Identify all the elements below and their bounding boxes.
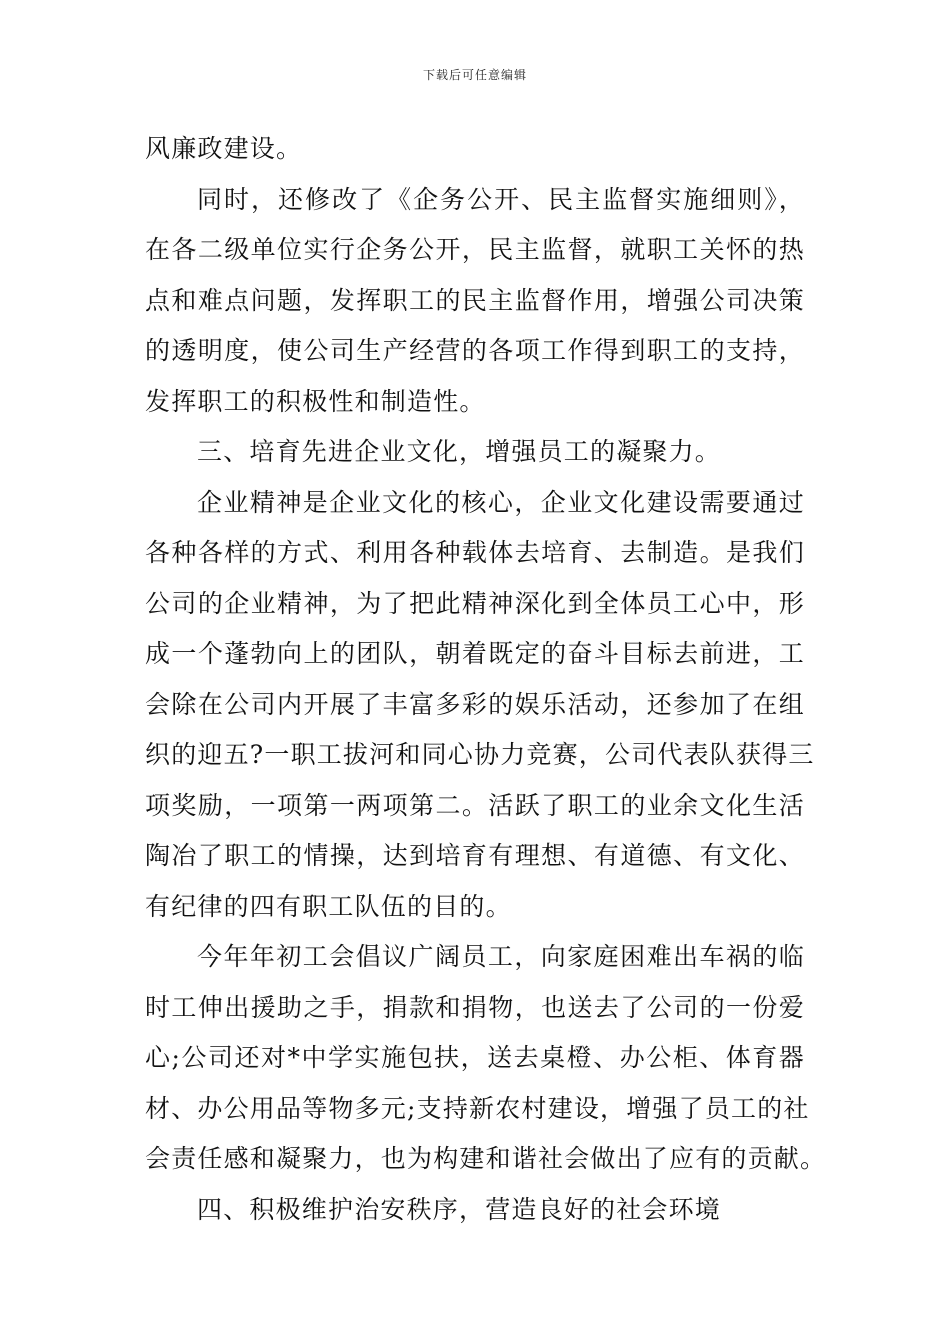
text-line: 同时，还修改了《企务公开、民主监督实施细则》， — [197, 184, 805, 214]
text-line: 陶冶了职工的情操，达到培育有理想、有道德、有文化、 — [145, 841, 805, 870]
text-line: 在各二级单位实行企务公开，民主监督，就职工关怀的热 — [145, 235, 805, 264]
page-header: 下载后可任意编辑 — [422, 68, 527, 82]
text-line: 各种各样的方式、利用各种载体去培育、去制造。是我们 — [145, 538, 805, 567]
section-heading: 三、培育先进企业文化，增强员工的凝聚力。 — [197, 437, 722, 466]
text-line: 有纪律的四有职工队伍的目的。 — [145, 891, 512, 921]
text-line: 时工伸出援助之手，捐款和捐物，也送去了公司的一份爱 — [145, 992, 805, 1022]
text-line: 今年年初工会倡议广阔员工，向家庭困难出车祸的临 — [197, 942, 805, 971]
text-line: 材、办公用品等物多元;支持新农村建设，增强了员工的社 — [145, 1093, 810, 1123]
text-line: 项奖励，一项第一两项第二。活跃了职工的业余文化生活 — [145, 790, 805, 820]
text-line: 公司的企业精神，为了把此精神深化到全体员工心中，形 — [145, 588, 805, 618]
text-line: 风廉政建设。 — [145, 134, 303, 163]
text-line: 发挥职工的积极性和制造性。 — [145, 386, 486, 416]
text-line: 织的迎五?一职工拔河和同心协力竞赛，公司代表队获得三 — [145, 740, 815, 769]
text-line: 企业精神是企业文化的核心，企业文化建设需要通过 — [197, 487, 805, 517]
text-line: 会除在公司内开展了丰富多彩的娱乐活动，还参加了在组 — [145, 689, 805, 719]
text-line: 心;公司还对*中学实施包扶，送去桌橙、办公柜、体育器 — [145, 1043, 805, 1072]
text-line: 点和难点问题，发挥职工的民主监督作用，增强公司决策 — [145, 285, 805, 315]
document-body — [145, 124, 827, 1235]
text-line: 会责任感和凝聚力，也为构建和谐社会做出了应有的贡献。 — [145, 1144, 827, 1173]
text-line: 的透明度，使公司生产经营的各项工作得到职工的支持， — [145, 336, 805, 365]
section-heading: 四、积极维护治安秩序，营造良好的社会环境 — [197, 1194, 722, 1224]
text-line: 成一个蓬勃向上的团队，朝着既定的奋斗目标去前进，工 — [145, 639, 805, 668]
